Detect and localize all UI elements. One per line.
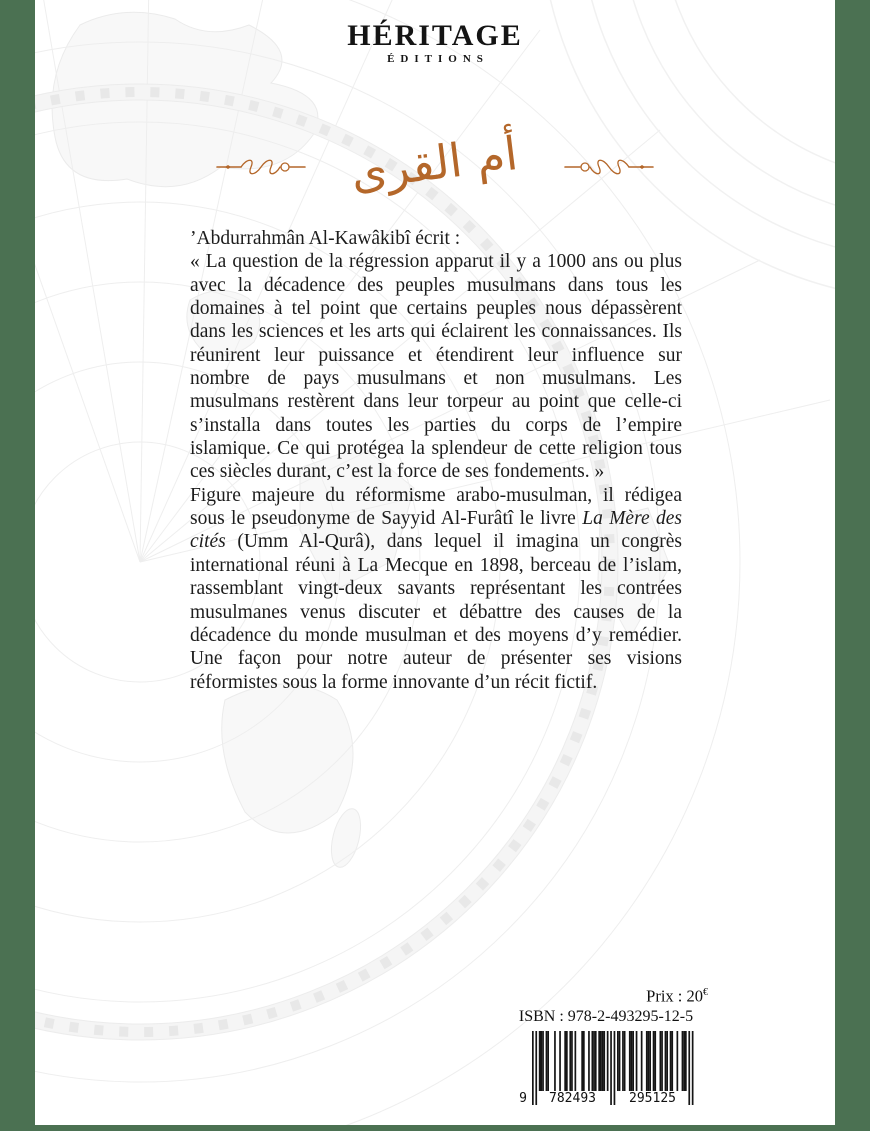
bio-text-after: (Umm Al-Qurâ), dans lequel il imagina un congrès international réuni à La Mecque en 1898, berceau de l’islam, rassemblant vingt-deux savants représentant les contrées musulmanes venus discuter et débattre des causes de la décadence du monde musulman et des moyens d’y remédier. Une façon pour notre auteur de présenter ses visions réformistes sous la forme innovante d’un récit fictif. bbox=[190, 531, 682, 693]
book-title-italic: La Mère des cités bbox=[190, 508, 682, 553]
barcode-group2: 295125 bbox=[618, 1091, 687, 1106]
price-value: Prix : 20 bbox=[646, 986, 703, 1006]
spine-left-band bbox=[0, 0, 35, 1131]
attribution-line: ’Abdurrahmân Al-Kawâkibî écrit : bbox=[190, 228, 461, 249]
isbn-label: ISBN : 978-2-493295-12-5 bbox=[518, 1007, 694, 1025]
synopsis-text bbox=[190, 227, 682, 694]
flourish-left-icon bbox=[215, 149, 307, 185]
edge-bottom-band bbox=[0, 1125, 870, 1131]
commerce-block bbox=[500, 983, 712, 1115]
price-currency: € bbox=[703, 987, 708, 998]
publisher-name: HÉRITAGE bbox=[347, 19, 523, 52]
title-ornament-row bbox=[35, 112, 835, 222]
barcode-lead-digit: 9 bbox=[519, 1090, 527, 1106]
barcode-digits bbox=[516, 1089, 696, 1109]
publisher-subtitle: ÉDITIONS bbox=[387, 53, 489, 65]
barcode-group1: 782493 bbox=[539, 1091, 606, 1106]
flourish-right-icon bbox=[563, 149, 655, 185]
bio-text-before: Figure majeure du réformisme arabo-musulman, il rédigea sous le pseudonyme de Sayyid Al-Furâtî le livre bbox=[190, 484, 682, 530]
bio-paragraph bbox=[190, 484, 682, 694]
publisher-logo bbox=[35, 20, 835, 65]
price-label bbox=[500, 983, 712, 1007]
edge-right-band bbox=[835, 0, 870, 1131]
arabic-title-calligraphy: أم القرى bbox=[348, 126, 521, 201]
ean13-barcode bbox=[516, 1031, 696, 1115]
quote-paragraph: « La question de la régression apparut il y a 1000 ans ou plus avec la décadence des peuples musulmans dans tous les domaines à tel point que certains peuples nous dépassèrent dans les sciences et les arts qui éclairent les connaissances. Ils réunirent leur puissance et étendirent leur influence sur nombre de pays musulmans et non musulmans. Les musulmans restèrent dans leur torpeur au point que celle-ci s’installa dans toutes les parties du corps de l’empire islamique. Ce qui protégea la splendeur de cette religion tous ces siècles durant, c’est la force de ses fondements. » bbox=[190, 251, 682, 483]
